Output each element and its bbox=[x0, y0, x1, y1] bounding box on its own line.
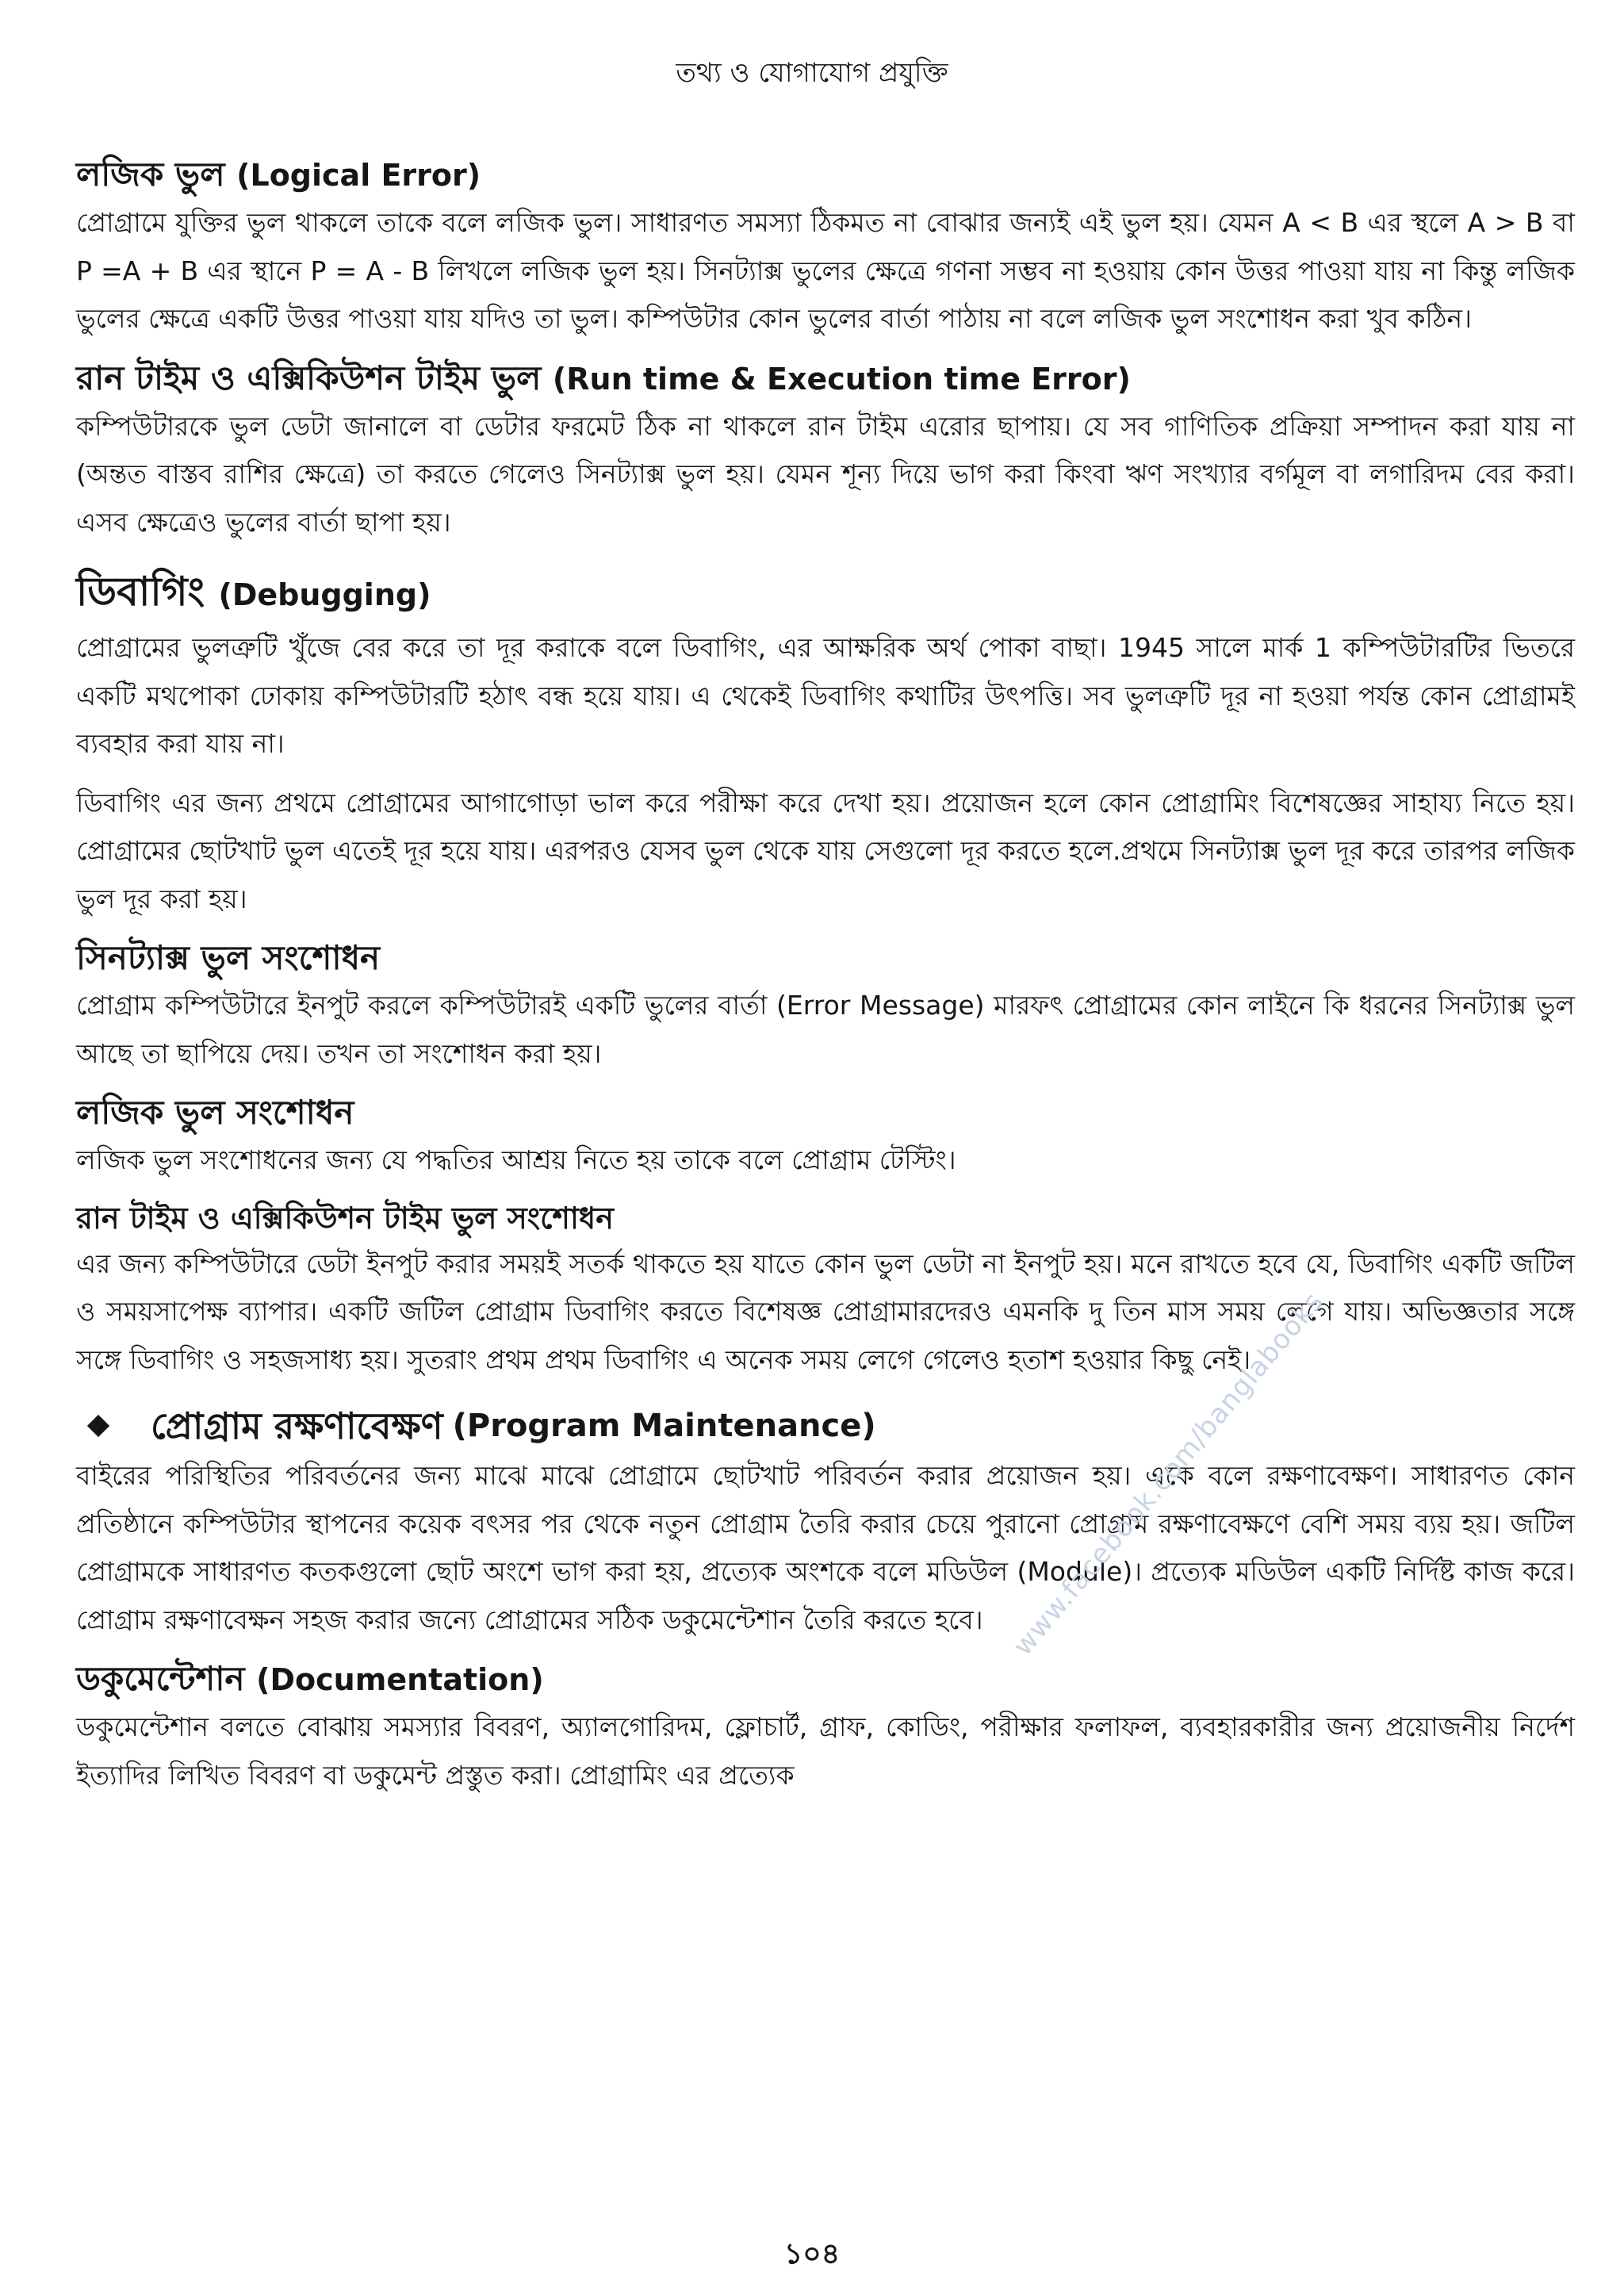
section-heading: সিনট্যাক্স ভুল সংশোধন bbox=[76, 938, 381, 977]
heading-bn: ডকুমেন্টেশান bbox=[76, 1659, 245, 1698]
section-heading bbox=[76, 354, 1575, 403]
page-content bbox=[76, 151, 1575, 1799]
section-syntax-fix bbox=[76, 934, 1575, 1078]
section-heading: রান টাইম ও এক্সিকিউশন টাইম ভুল সংশোধন bbox=[76, 1200, 614, 1236]
heading-en: (Logical Error) bbox=[236, 158, 481, 193]
section-logic-fix bbox=[76, 1089, 1575, 1185]
section-body: এর জন্য কম্পিউটারে ডেটা ইনপুট করার সময়ই সতর্ক থাকতে হয় যাতে কোন ভুল ডেটা না ইনপুট হয়। মনে রাখতে হবে যে, ডিবাগিং একটি জটিল ও সময়সাপেক্ষ ব্যাপার। একটি জটিল প্রোগ্রাম ডিবাগিং করতে বিশেষজ্ঞ প্রোগ্রামারদেরও এমনকি দু তিন মাস সময় লেগে যায়। অভিজ্ঞতার সঙ্গে সঙ্গে ডিবাগিং ও সহজসাধ্য হয়। সুতরাং প্রথম প্রথম ডিবাগিং এ অনেক সময় লেগে গেলেও হতাশ হওয়ার কিছু নেই। bbox=[76, 1247, 1575, 1375]
section-runtime-error bbox=[76, 354, 1575, 547]
section-heading bbox=[76, 562, 1575, 624]
heading-bn: ডিবাগিং bbox=[76, 569, 205, 615]
heading-bn: লজিক ভুল bbox=[76, 155, 225, 194]
section-body: প্রোগ্রামের ভুলত্রুটি খুঁজে বের করে তা দূর করাকে বলে ডিবাগিং, এর আক্ষরিক অর্থ পোকা বাছা। 1945 সালে মার্ক 1 কম্পিউটারটির ভিতরে একটি মথপোকা ঢোকায় কম্পিউটারটি হঠাৎ বন্ধ হয়ে যায়। এ থেকেই ডিবাগিং কথাটির উৎপত্তি। সব ভুলত্রুটি দূর না হওয়া পর্যন্ত কোন প্রোগ্রামই ব্যবহার করা যায় না। bbox=[76, 632, 1575, 759]
section-heading bbox=[76, 1655, 1575, 1703]
section-body: প্রোগ্রামে যুক্তির ভুল থাকলে তাকে বলে লজিক ভুল। সাধারণত সমস্যা ঠিকমত না বোঝার জন্যই এই ভুল হয়। যেমন A < B এর স্থলে A > B বা P =A + B এর স্থানে P = A - B লিখলে লজিক ভুল হয়। সিনট্যাক্স ভুলের ক্ষেত্রে গণনা সম্ভব না হওয়ায় কোন উত্তর পাওয়া যায় না কিন্তু লজিক ভুলের ক্ষেত্রে একটি উত্তর পাওয়া যায় যদিও তা ভুল। কম্পিউটার কোন ভুলের বার্তা পাঠায় না বলে লজিক ভুল সংশোধন করা খুব কঠিন। bbox=[76, 207, 1575, 334]
section-heading bbox=[76, 1400, 1575, 1452]
heading-en: (Documentation) bbox=[256, 1662, 544, 1697]
section-heading: লজিক ভুল সংশোধন bbox=[76, 1093, 354, 1132]
section-documentation bbox=[76, 1655, 1575, 1799]
section-body: লজিক ভুল সংশোধনের জন্য যে পদ্ধতির আশ্রয় নিতে হয় তাকে বলে প্রোগ্রাম টেস্টিং। bbox=[76, 1144, 956, 1175]
section-body: কম্পিউটারকে ভুল ডেটা জানালে বা ডেটার ফরমেট ঠিক না থাকলে রান টাইম এরোর ছাপায়। যে সব গাণিতিক প্রক্রিয়া সম্পাদন করা যায় না (অন্তত বাস্তব রাশির ক্ষেত্রে) তা করতে গেলেও সিনট্যাক্স ভুল হয়। যেমন শূন্য দিয়ে ভাগ করা কিংবা ঋণ সংখ্যার বর্গমূল বা লগারিদম বের করা। এসব ক্ষেত্রেও ভুলের বার্তা ছাপা হয়। bbox=[76, 410, 1575, 538]
page-number: ১০৪ bbox=[783, 2238, 841, 2270]
section-runtime-fix bbox=[76, 1196, 1575, 1385]
section-debugging bbox=[76, 562, 1575, 923]
heading-en: (Program Maintenance) bbox=[452, 1408, 876, 1444]
section-logical-error bbox=[76, 151, 1575, 343]
section-heading bbox=[76, 151, 1575, 199]
heading-en: (Run time & Execution time Error) bbox=[552, 361, 1131, 397]
heading-en: (Debugging) bbox=[218, 577, 431, 612]
running-head: তথ্য ও যোগাযোগ প্রযুক্তি bbox=[676, 57, 948, 89]
heading-bn: রান টাইম ও এক্সিকিউশন টাইম ভুল bbox=[76, 358, 542, 397]
section-body: প্রোগ্রাম কম্পিউটারে ইনপুট করলে কম্পিউটারই একটি ভুলের বার্তা (Error Message) মারফৎ প্রোগ্রামের কোন লাইনে কি ধরনের সিনট্যাক্স ভুল আছে তা ছাপিয়ে দেয়। তখন তা সংশোধন করা হয়। bbox=[76, 990, 1575, 1069]
section-body: ডিবাগিং এর জন্য প্রথমে প্রোগ্রামের আগাগোড়া ভাল করে পরীক্ষা করে দেখা হয়। প্রয়োজন হলে কোন প্রোগ্রামিং বিশেষজ্ঞের সাহায্য নিতে হয়। প্রোগ্রামের ছোটখাট ভুল এতেই দূর হয়ে যায়। এরপরও যেসব ভুল থেকে যায় সেগুলো দূর করতে হলে.প্রথমে সিনট্যাক্স ভুল দূর করে তারপর লজিক ভুল দূর করা হয়। bbox=[76, 787, 1575, 914]
section-body: ডকুমেন্টেশান বলতে বোঝায় সমস্যার বিবরণ, অ্যালগোরিদম, ফ্লোচার্ট, গ্রাফ, কোডিং, পরীক্ষার ফলাফল, ব্যবহারকারীর জন্য প্রয়োজনীয় নির্দেশ ইত্যাদির লিখিত বিবরণ বা ডকুমেন্ট প্রস্তুত করা। প্রোগ্রামিং এর প্রত্যেক bbox=[76, 1711, 1575, 1791]
diamond-bullet-icon bbox=[87, 1415, 109, 1437]
heading-bn: প্রোগ্রাম রক্ষণাবেক্ষণ bbox=[151, 1404, 443, 1447]
section-maintenance bbox=[76, 1400, 1575, 1644]
watermark: www.facebook.com/banglabooks bbox=[1007, 1286, 1331, 1662]
section-body: বাইরের পরিস্থিতির পরিবর্তনের জন্য মাঝে মাঝে প্রোগ্রামে ছোটখাট পরিবর্তন করার প্রয়োজন হয়। একে বলে রক্ষণাবেক্ষণ। সাধারণত কোন প্রতিষ্ঠানে কম্পিউটার স্থাপনের কয়েক বৎসর পর থেকে নতুন প্রোগ্রাম তৈরি করার চেয়ে পুরানো প্রোগ্রাম রক্ষণাবেক্ষণে বেশি সময় ব্যয় হয়। জটিল প্রোগ্রামকে সাধারণত কতকগুলো ছোট অংশে ভাগ করা হয়, প্রত্যেক অংশকে বলে মডিউল (Module)। প্রত্যেক মডিউল একটি নির্দিষ্ট কাজ করে। প্রোগ্রাম রক্ষণাবেক্ষন সহজ করার জন্যে প্রোগ্রামের সঠিক ডকুমেন্টেশান তৈরি করতে হবে। bbox=[76, 1460, 1575, 1635]
